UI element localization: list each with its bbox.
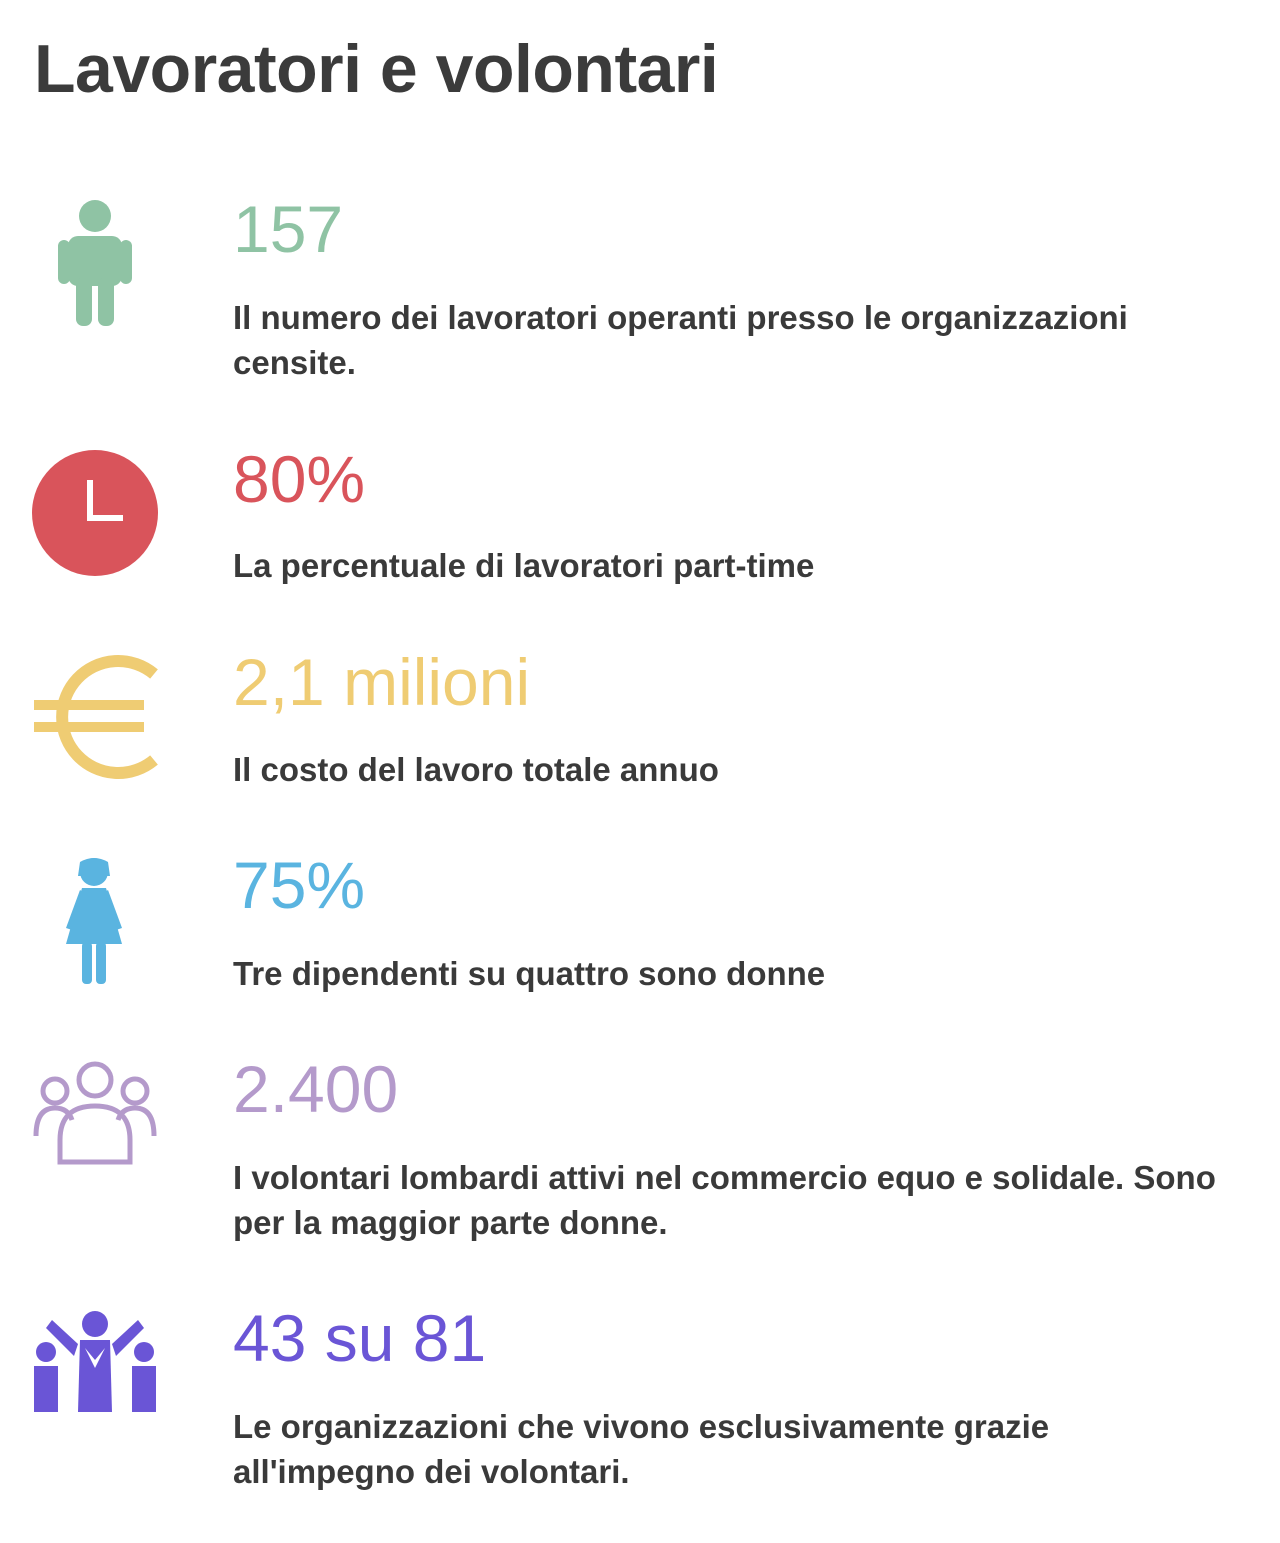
stat-description: La percentuale di lavoratori part-time [233, 547, 815, 584]
stat-description: Il numero dei lavoratori operanti presso le organizzazioni censite. [233, 299, 1128, 381]
person-icon [30, 198, 160, 328]
woman-icon [30, 856, 160, 986]
stat-value: 2,1 milioni [233, 645, 531, 719]
group-icon [30, 1058, 160, 1188]
stat-description: Tre dipendenti su quattro sono donne [233, 955, 826, 992]
stat-description: Le organizzazioni che vivono esclusivamente grazie all'impegno dei volontari. [233, 1408, 1050, 1490]
euro-icon [30, 652, 160, 782]
volunteers-icon [30, 1306, 160, 1436]
page-title: Lavoratori e volontari [34, 31, 719, 107]
stat-description: Il costo del lavoro totale annuo [233, 751, 719, 788]
stat-value: 75% [233, 848, 366, 922]
clock-icon [30, 448, 160, 578]
stat-description: I volontari lombardi attivi nel commercio equo e solidale. Sono per la maggior parte donne. [233, 1159, 1216, 1241]
stat-value: 2.400 [233, 1052, 399, 1126]
stat-value: 80% [233, 442, 366, 516]
stat-value: 43 su 81 [233, 1301, 487, 1375]
stat-value: 157 [233, 192, 344, 266]
